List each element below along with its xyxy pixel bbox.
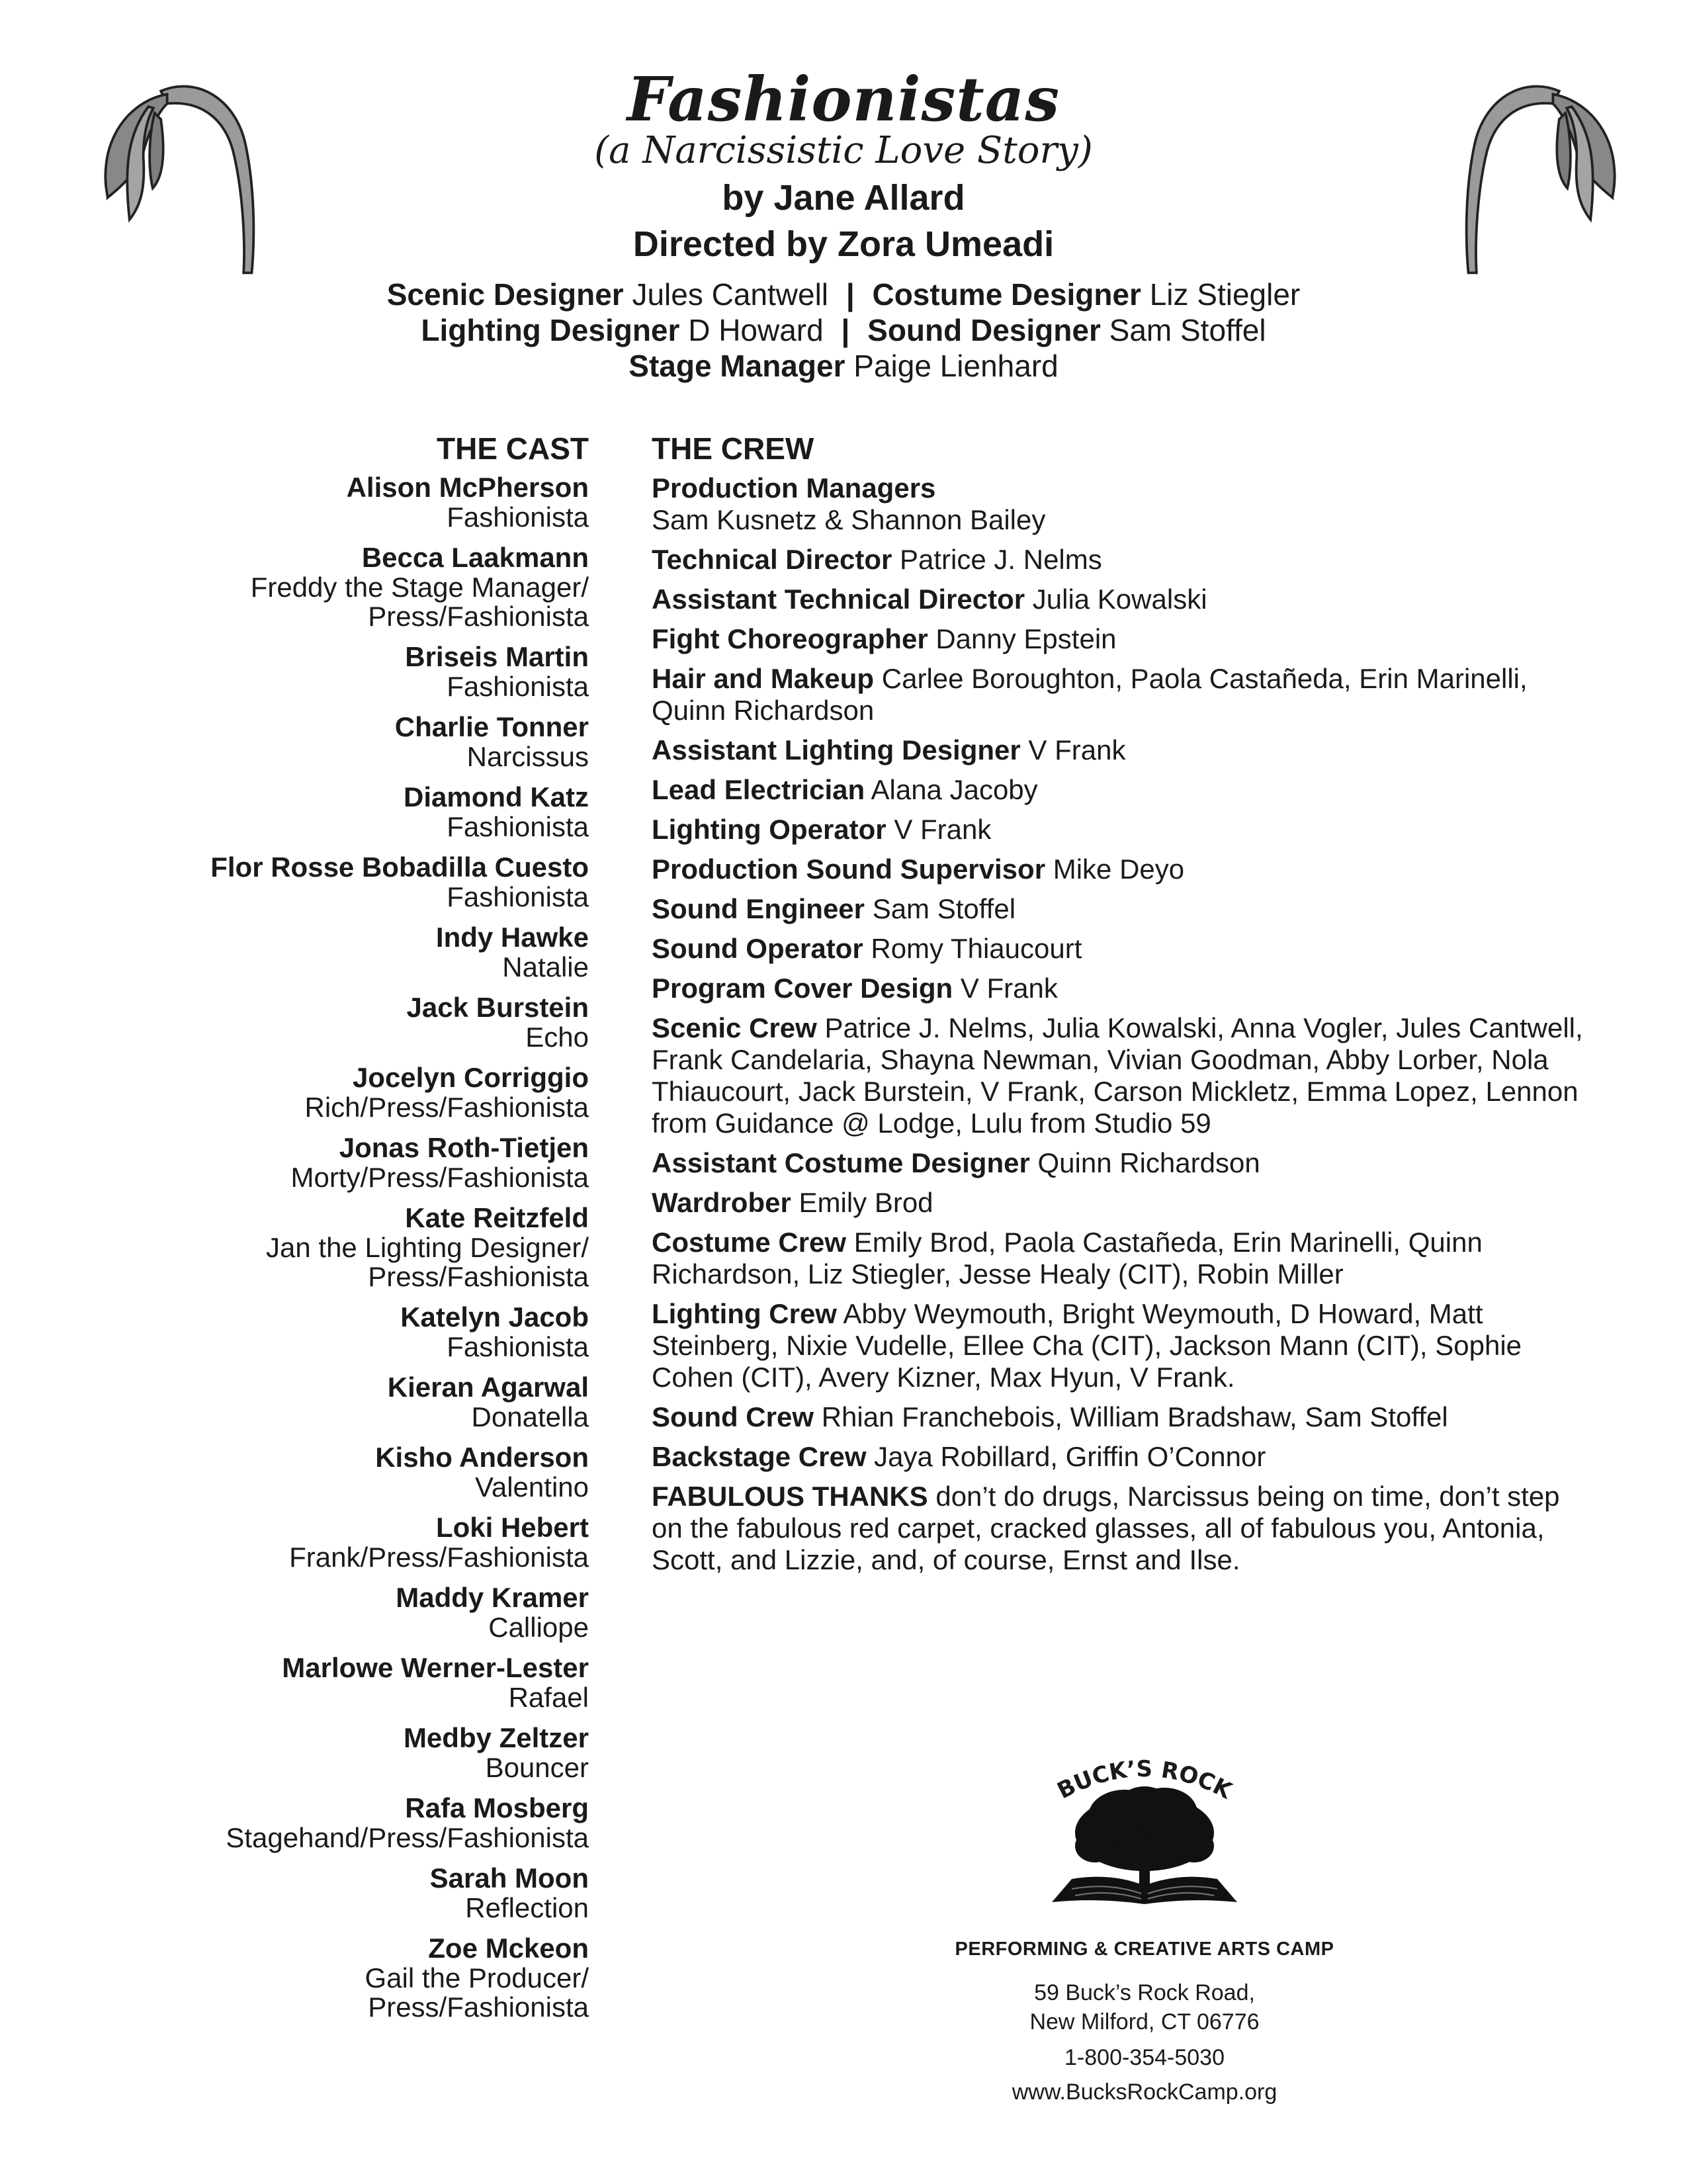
cast-member (79, 1133, 589, 1192)
cast-member-role: Stagehand/Press/Fashionista (226, 1822, 589, 1853)
crew-role: Wardrober (652, 1187, 791, 1218)
crew-names: Quinn Richardson (1037, 1147, 1260, 1178)
crew-role: Assistant Technical Director (652, 584, 1025, 615)
crew-names: V Frank (1028, 734, 1126, 765)
crew-names: Abby Weymouth, Bright Weymouth, D Howard, Matt Steinberg, Nixie Vudelle, Ellee Cha (CIT), Jackson Mann (CIT), Sophie Cohen (CIT), Avery Kizner, Max Hyun, V Frank. (652, 1298, 1522, 1393)
cast-member-role: Fashionista (447, 881, 589, 912)
director-line: Directed by Zora Umeadi (632, 224, 1055, 264)
designer-role: Lighting Designer (421, 313, 680, 347)
designer-role: Sound Designer (867, 313, 1101, 347)
cast-member-name: Sarah Moon (429, 1862, 589, 1894)
crew-entry (652, 893, 1598, 925)
cast-member-name: Jack Burstein (406, 992, 589, 1023)
designer-name: Jules Cantwell (632, 277, 829, 312)
cast-member-role: Frank/Press/Fashionista (289, 1542, 589, 1573)
camp-phone: 1-800-354-5030 (1064, 2045, 1225, 2070)
crew-entry (652, 584, 1598, 615)
cast-member-role: Donatella (471, 1401, 589, 1432)
crew-role: Hair and Makeup (652, 663, 875, 694)
cast-member-role: Rich/Press/Fashionista (304, 1092, 589, 1123)
crew-names: Rhian Franchebois, William Bradshaw, Sam Stoffel (821, 1401, 1448, 1432)
crew-names: Patrice J. Nelms, Julia Kowalski, Anna Vogler, Jules Cantwell, Frank Candelaria, Shayna Newman, Vivian Goodman, Abby Lorber, Nola Thiaucourt, Jack Burstein, V Frank, Carson Mickletz, Emma Lopez, Lennon from Guidance @ Lodge, Lulu from Studio 59 (652, 1012, 1583, 1139)
cast-member (79, 543, 589, 631)
crew-entry (652, 1298, 1598, 1393)
crew-entry (652, 1401, 1598, 1433)
cast-list (79, 430, 589, 2032)
crew-entry (652, 1187, 1598, 1219)
crew-names: don’t do drugs, Narcissus being on time, don’t step on the fabulous red carpet, cracked glasses, all of fabulous you, Antonia, Scott, and Lizzie, and, of course, Ernst and Ilse. (652, 1481, 1560, 1575)
cast-member-role: Gail the Producer/ (365, 1962, 589, 1993)
play-subtitle: (a Narcissistic Love Story) (594, 129, 1093, 172)
address-line: New Milford, CT 06776 (1029, 2009, 1260, 2034)
camp-tagline: PERFORMING & CREATIVE ARTS CAMP (955, 1939, 1334, 1960)
crew-entry (652, 774, 1598, 806)
crew-names: Sam Stoffel (872, 893, 1016, 924)
designer-name: D Howard (688, 313, 824, 347)
crew-role: Sound Crew (652, 1401, 814, 1432)
crew-entry (652, 1012, 1598, 1139)
cast-member (79, 712, 589, 771)
cast-member-role: Fashionista (447, 1331, 589, 1362)
crew-entry (652, 814, 1598, 846)
cast-member-name: Zoe Mckeon (428, 1933, 589, 1964)
cast-member-name: Indy Hawke (435, 922, 589, 953)
crew-names: Danny Epstein (935, 623, 1117, 654)
crew-list (652, 430, 1598, 1584)
crew-role: Assistant Lighting Designer (652, 734, 1021, 765)
crew-names: Romy Thiaucourt (871, 933, 1082, 964)
cast-member (79, 1723, 589, 1782)
cast-member-role: Morty/Press/Fashionista (290, 1162, 589, 1193)
cast-member-name: Marlowe Werner-Lester (282, 1652, 589, 1683)
cast-member (79, 1793, 589, 1853)
cast-member-name: Jonas Roth-Tietjen (339, 1132, 589, 1163)
crew-role: Sound Operator (652, 933, 863, 964)
cast-member-role: Fashionista (447, 811, 589, 842)
camp-footer (913, 1747, 1376, 2107)
tree-on-open-book-logo (1025, 1747, 1264, 1919)
cast-member-name: Kisho Anderson (375, 1442, 589, 1473)
cast-member-role: Fashionista (447, 502, 589, 533)
separator: | (845, 277, 855, 312)
program-header (0, 66, 1687, 384)
crew-entries (652, 472, 1598, 1576)
design-line (0, 277, 1687, 312)
designer-name: Sam Stoffel (1109, 313, 1266, 347)
crew-names: Mike Deyo (1053, 853, 1185, 885)
cast-heading: THE CAST (437, 431, 589, 466)
cast-member-role: Valentino (474, 1471, 589, 1503)
designer-name: Paige Lienhard (853, 349, 1059, 383)
design-team (0, 277, 1687, 384)
cast-member (79, 782, 589, 842)
cast-member-name: Briseis Martin (405, 641, 589, 672)
crew-names: Julia Kowalski (1032, 584, 1207, 615)
crew-entry (652, 1147, 1598, 1179)
crew-role: Technical Director (652, 544, 892, 575)
crew-role: FABULOUS THANKS (652, 1481, 928, 1512)
cast-member (79, 642, 589, 701)
crew-names: V Frank (960, 973, 1058, 1004)
cast-member-role: Echo (525, 1022, 589, 1053)
logo-text: BUCK’S ROCK (1053, 1755, 1236, 1805)
crew-names: Sam Kusnetz & Shannon Bailey (652, 504, 1046, 535)
crew-names: Carlee Boroughton, Paola Castañeda, Erin Marinelli, Quinn Richardson (652, 663, 1528, 726)
cast-member-name: Medby Zeltzer (403, 1722, 589, 1753)
crew-entry (652, 973, 1598, 1004)
crew-entry (652, 472, 1598, 536)
crew-entry (652, 853, 1598, 885)
camp-address (913, 1978, 1376, 2036)
crew-entry (652, 663, 1598, 726)
cast-member-name: Jocelyn Corriggio (352, 1062, 589, 1093)
cast-member-role: Narcissus (466, 741, 589, 772)
cast-member-name: Becca Laakmann (361, 542, 589, 573)
designer-role: Costume Designer (872, 277, 1141, 312)
cast-member (79, 922, 589, 982)
cast-member-name: Loki Hebert (435, 1512, 589, 1543)
crew-entry (652, 1481, 1598, 1576)
crew-role: Fight Choreographer (652, 623, 928, 654)
address-line: 59 Buck’s Rock Road, (1034, 1980, 1255, 2005)
crew-role: Production Sound Supervisor (652, 853, 1046, 885)
cast-member (79, 852, 589, 912)
cast-entries (79, 472, 589, 2022)
cast-member-name: Flor Rosse Bobadilla Cuesto (210, 852, 589, 883)
crew-role: Assistant Costume Designer (652, 1147, 1030, 1178)
cast-member (79, 1933, 589, 2022)
crew-names: Jaya Robillard, Griffin O’Connor (874, 1441, 1266, 1472)
crew-entry (652, 544, 1598, 576)
crew-role: Backstage Crew (652, 1441, 867, 1472)
crew-names: Patrice J. Nelms (900, 544, 1102, 575)
design-line (0, 312, 1687, 348)
designer-role: Stage Manager (628, 349, 845, 383)
separator: | (841, 313, 850, 347)
designer-role: Scenic Designer (386, 277, 624, 312)
cast-member-role: Rafael (508, 1682, 589, 1713)
crew-role: Costume Crew (652, 1227, 847, 1258)
play-title: Fashionistas (627, 64, 1060, 135)
crew-role: Scenic Crew (652, 1012, 817, 1043)
cast-member-role: Press/Fashionista (368, 1991, 589, 2023)
design-line (0, 348, 1687, 384)
cast-member-role: Press/Fashionista (368, 1261, 589, 1292)
cast-member-role: Fashionista (447, 671, 589, 702)
crew-role: Lighting Operator (652, 814, 887, 845)
cast-member-name: Rafa Mosberg (405, 1792, 589, 1823)
crew-role: Production Managers (652, 472, 936, 503)
crew-names: Alana Jacoby (871, 774, 1038, 805)
playwright-line: by Jane Allard (722, 178, 965, 218)
crew-heading: THE CREW (652, 431, 814, 466)
crew-role: Program Cover Design (652, 973, 953, 1004)
cast-member (79, 1372, 589, 1432)
cast-member-name: Kieran Agarwal (387, 1372, 589, 1403)
cast-member (79, 1302, 589, 1362)
crew-names: Emily Brod (799, 1187, 933, 1218)
cast-member-role: Reflection (465, 1892, 589, 1923)
cast-member (79, 1512, 589, 1572)
cast-member-role: Calliope (488, 1612, 589, 1643)
crew-entry (652, 734, 1598, 766)
crew-names: Emily Brod, Paola Castañeda, Erin Marinelli, Quinn Richardson, Liz Stiegler, Jesse Healy (CIT), Robin Miller (652, 1227, 1483, 1289)
crew-entry (652, 1441, 1598, 1473)
cast-member-name: Katelyn Jacob (400, 1301, 589, 1332)
cast-member (79, 1442, 589, 1502)
cast-member-name: Kate Reitzfeld (405, 1202, 589, 1233)
crew-entry (652, 933, 1598, 965)
cast-member (79, 472, 589, 532)
designer-name: Liz Stiegler (1149, 277, 1301, 312)
crew-role: Lighting Crew (652, 1298, 837, 1329)
cast-member-role: Freddy the Stage Manager/ (250, 572, 589, 603)
cast-member-role: Natalie (502, 951, 589, 983)
crew-role: Sound Engineer (652, 893, 865, 924)
cast-member (79, 992, 589, 1052)
cast-member-name: Charlie Tonner (394, 711, 589, 742)
crew-entry (652, 1227, 1598, 1290)
tree-icon (1075, 1786, 1214, 1886)
cast-member-role: Bouncer (485, 1752, 589, 1783)
cast-member-name: Maddy Kramer (396, 1582, 589, 1613)
crew-entry (652, 623, 1598, 655)
cast-member-role: Press/Fashionista (368, 601, 589, 632)
cast-member-name: Alison McPherson (346, 472, 589, 503)
crew-role: Lead Electrician (652, 774, 865, 805)
cast-member (79, 1863, 589, 1923)
crew-names: V Frank (894, 814, 992, 845)
cast-member-name: Diamond Katz (403, 781, 589, 812)
cast-member (79, 1063, 589, 1122)
cast-member (79, 1653, 589, 1712)
camp-website: www.BucksRockCamp.org (1012, 2079, 1277, 2105)
cast-member-role: Jan the Lighting Designer/ (266, 1232, 589, 1263)
cast-member (79, 1203, 589, 1291)
cast-member (79, 1583, 589, 1642)
